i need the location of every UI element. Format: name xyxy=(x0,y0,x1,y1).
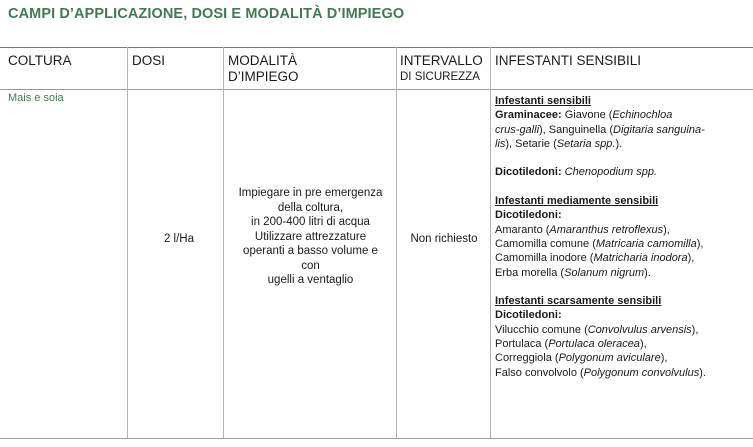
header-intervallo xyxy=(400,53,483,85)
latin-name: Chenopodium spp. xyxy=(564,166,658,179)
section-heading: Infestanti scarsamente sensibili xyxy=(495,295,662,308)
sensitive-weeds xyxy=(495,94,747,394)
table-bottom-border xyxy=(0,438,753,439)
list-item: Vilucchio comune (Convolvulus arvensis), xyxy=(495,323,699,336)
header-intervallo-line2: DI SICUREZZA xyxy=(400,71,480,83)
header-bottom-border xyxy=(0,89,753,90)
list-item: Camomilla comune (Matricaria camomilla), xyxy=(495,237,704,250)
list-item: Correggiola (Polygonum aviculare), xyxy=(495,352,668,365)
application-mode xyxy=(224,186,397,288)
header-coltura: COLTURA xyxy=(8,53,72,68)
header-dosi: DOSI xyxy=(132,53,166,68)
weeds-section-medium xyxy=(495,194,747,280)
safety-interval: Non richiesto xyxy=(410,233,478,245)
mode-line: con xyxy=(301,259,320,272)
weeds-dicot-sensitive xyxy=(495,165,747,179)
header-intervallo-line1: INTERVALLO xyxy=(400,53,483,68)
header-modalita xyxy=(228,53,299,85)
table-top-border xyxy=(0,47,753,48)
dose-value xyxy=(128,233,224,245)
section-heading: Infestanti mediamente sensibili xyxy=(495,195,659,208)
list-item: Camomilla inodore (Matricharia inodora), xyxy=(495,252,695,265)
category-label: Dicotiledoni: xyxy=(495,209,562,222)
header-infestanti: INFESTANTI SENSIBILI xyxy=(495,53,642,68)
list-item: Amaranto (Amaranthus retroflexus), xyxy=(495,223,670,236)
weeds-section-sensitive xyxy=(495,94,747,151)
page-title: CAMPI D’APPLICAZIONE, DOSI E MODALITÀ D’IMPIEGO xyxy=(8,6,405,22)
mode-line: operanti a basso volume e xyxy=(243,245,378,257)
graminacee-text: Graminacee: Giavone (Echinochloa crus-galli), Sanguinella (Digitaria sanguina- lis), Setarie (Setaria spp.). xyxy=(495,109,705,150)
mode-line: in 200-400 litri di acqua xyxy=(251,216,370,228)
header-modalita-line2: D’IMPIEGO xyxy=(228,69,299,84)
list-item: Erba morella (Solanum nigrum). xyxy=(495,266,651,279)
list-item: Portulaca (Portulaca oleracea), xyxy=(495,338,647,351)
mode-line: della coltura, xyxy=(277,201,344,214)
dose-text: 2 l/Ha xyxy=(163,233,194,245)
category-label: Dicotiledoni: xyxy=(495,309,562,322)
mode-line: Utilizzare attrezzature xyxy=(254,230,367,243)
header-modalita-line1: MODALITÀ xyxy=(228,53,298,68)
mode-line: Impiegare in pre emergenza xyxy=(238,187,383,199)
crop-name: Mais e soia xyxy=(8,92,64,104)
section-heading: Infestanti sensibili xyxy=(495,95,591,107)
mode-line: ugelli a ventaglio xyxy=(267,274,354,286)
category-label: Dicotiledoni: xyxy=(495,166,562,179)
weeds-section-low xyxy=(495,294,747,380)
list-item: Falso convolvolo (Polygonum convolvulus). xyxy=(495,366,706,379)
